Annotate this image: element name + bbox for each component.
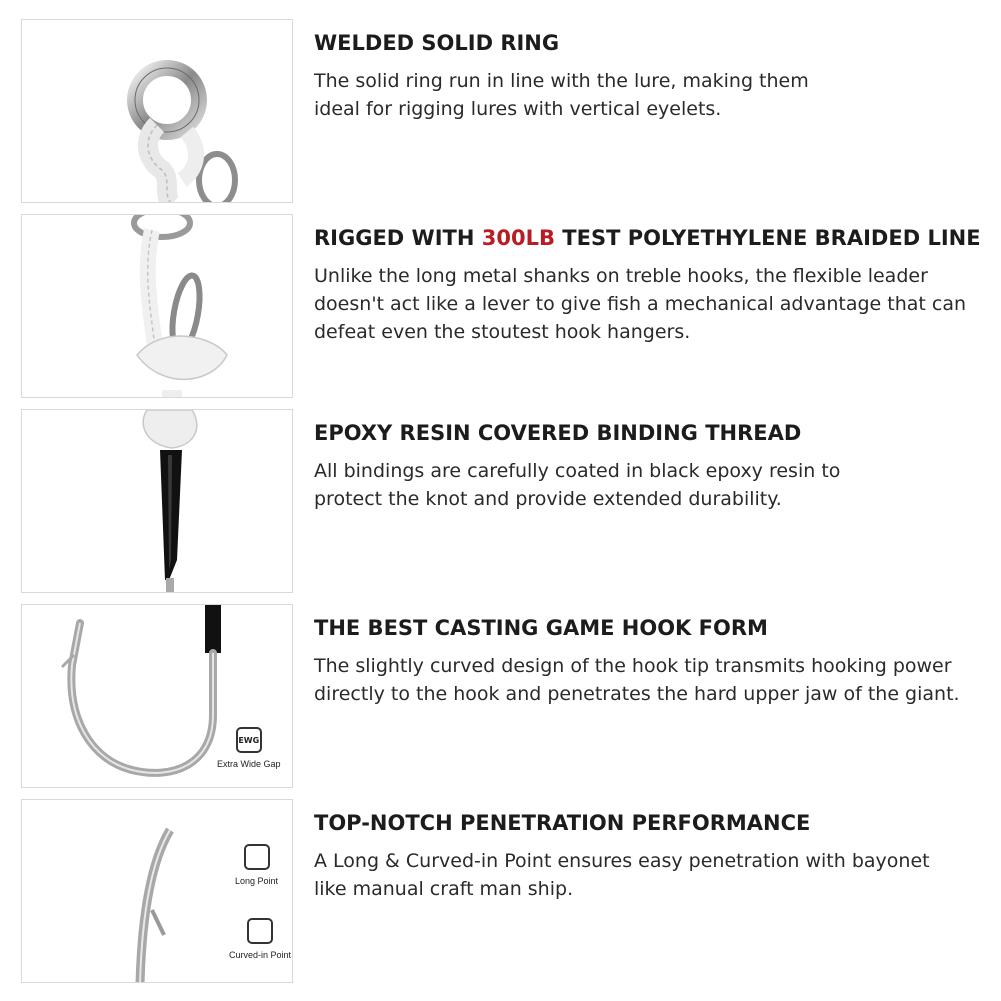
feature-title-5: TOP-NOTCH PENETRATION PERFORMANCE bbox=[314, 811, 811, 835]
feature-description-5: A Long & Curved-in Point ensures easy penetration with bayonet like manual craft man ship. bbox=[314, 850, 930, 900]
feature-title-2: RIGGED WITH 300LB TEST POLYETHYLENE BRAIDED LINE bbox=[314, 226, 981, 250]
feature-title-3: EPOXY RESIN COVERED BINDING THREAD bbox=[314, 421, 802, 445]
epoxy-binding-icon bbox=[22, 410, 293, 593]
feature-image-5 bbox=[21, 799, 293, 983]
ewg-icon: EWG bbox=[236, 727, 262, 753]
feature-title-1: WELDED SOLID RING bbox=[314, 31, 560, 55]
feature-image-4 bbox=[21, 604, 293, 788]
welded-ring-icon bbox=[22, 20, 293, 203]
feature-description-1: The solid ring run in line with the lure, making them ideal for rigging lures with vertical eyelets. bbox=[314, 70, 809, 120]
curved-in-point-badge bbox=[229, 918, 291, 960]
feature-title-4: THE BEST CASTING GAME HOOK FORM bbox=[314, 616, 768, 640]
feature-description-2: Unlike the long metal shanks on treble hooks, the flexible leader doesn't act like a lever to give fish a mechanical advantage that can defeat even the stoutest hook hangers. bbox=[314, 265, 967, 343]
curved-in-point-label: Curved-in Point bbox=[229, 950, 292, 960]
ewg-badge bbox=[217, 727, 281, 769]
line-strength-highlight: 300LB bbox=[481, 226, 555, 250]
ewg-label: Extra Wide Gap bbox=[217, 759, 281, 769]
feature-image-1 bbox=[21, 19, 293, 203]
feature-image-3 bbox=[21, 409, 293, 593]
feature-row-1 bbox=[0, 19, 1001, 214]
feature-row-2 bbox=[0, 214, 1001, 409]
feature-row-5 bbox=[0, 799, 1001, 994]
feature-row-4 bbox=[0, 604, 1001, 799]
feature-image-2 bbox=[21, 214, 293, 398]
braided-line-knot-icon bbox=[22, 215, 293, 398]
feature-row-3 bbox=[0, 409, 1001, 604]
feature-description-3: All bindings are carefully coated in black epoxy resin to protect the knot and provide extended durability. bbox=[314, 460, 841, 510]
long-point-icon bbox=[244, 844, 270, 870]
curved-in-point-icon bbox=[247, 918, 273, 944]
long-point-badge bbox=[235, 844, 278, 886]
long-point-label: Long Point bbox=[235, 876, 279, 886]
feature-description-4: The slightly curved design of the hook tip transmits hooking power directly to the hook and penetrates the hard upper jaw of the giant. bbox=[314, 655, 960, 705]
